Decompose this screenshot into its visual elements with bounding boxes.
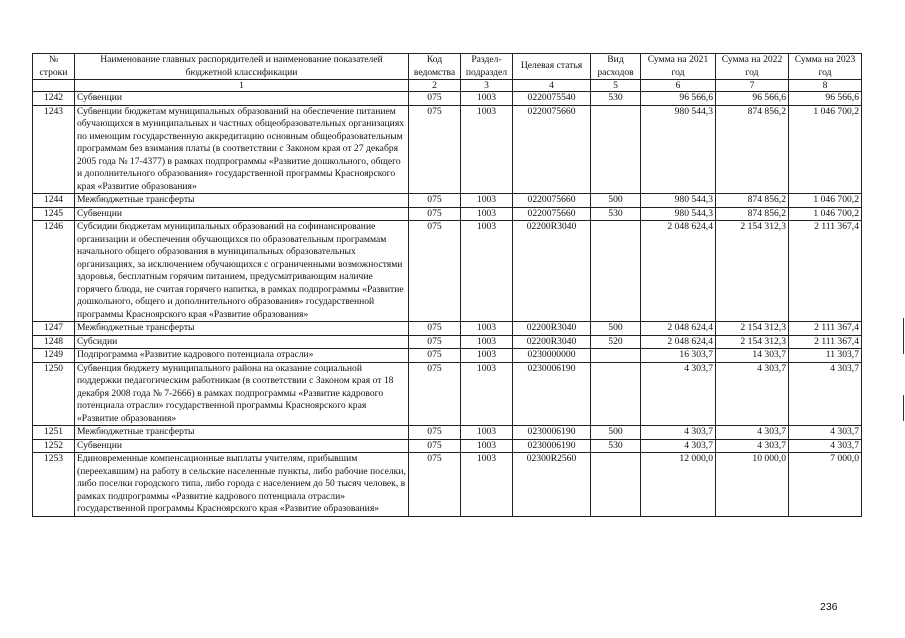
row-department-code: 075 (409, 349, 461, 363)
row-expense-type (591, 349, 641, 363)
row-section: 1003 (461, 453, 513, 517)
row-department-code: 075 (409, 426, 461, 440)
row-target-article: 02200R3040 (513, 221, 591, 322)
column-number: 2 (409, 80, 461, 92)
row-target-article: 0230006190 (513, 439, 591, 453)
row-section: 1003 (461, 207, 513, 221)
column-number: 4 (513, 80, 591, 92)
row-sum-2021: 980 544,3 (641, 207, 716, 221)
row-number: 1253 (33, 453, 75, 517)
row-sum-2023: 2 111 367,4 (789, 322, 862, 336)
row-expense-type (591, 362, 641, 426)
header-row-number: № строки (33, 54, 75, 80)
row-target-article: 0230006190 (513, 362, 591, 426)
margin-mark (903, 395, 904, 421)
row-sum-2022: 2 154 312,3 (716, 221, 789, 322)
row-sum-2021: 2 048 624,4 (641, 335, 716, 349)
row-target-article: 02300R2560 (513, 453, 591, 517)
row-sum-2021: 2 048 624,4 (641, 221, 716, 322)
row-expense-type: 500 (591, 426, 641, 440)
row-number: 1247 (33, 322, 75, 336)
row-target-article: 02200R3040 (513, 322, 591, 336)
row-name: Единовременные компенсационные выплаты учителям, прибывшим (переехавшим) на работу в сельские населенные пункты, либо рабочие поселки, либо поселки городского типа, либо города с населением до 50 тысяч человек, в рамках подпрограммы «Развитие кадрового потенциала отрасли» государственной программы Красноярского края «Развитие образования» (75, 453, 409, 517)
row-number: 1244 (33, 194, 75, 208)
row-expense-type: 500 (591, 322, 641, 336)
row-department-code: 075 (409, 439, 461, 453)
row-target-article: 0230006190 (513, 426, 591, 440)
row-department-code: 075 (409, 335, 461, 349)
row-sum-2023: 2 111 367,4 (789, 335, 862, 349)
row-number: 1250 (33, 362, 75, 426)
row-name: Межбюджетные трансферты (75, 322, 409, 336)
column-number-row (33, 80, 862, 92)
row-sum-2023: 1 046 700,2 (789, 207, 862, 221)
column-number: 6 (641, 80, 716, 92)
row-sum-2023: 4 303,7 (789, 362, 862, 426)
row-target-article: 0220075660 (513, 207, 591, 221)
row-department-code: 075 (409, 322, 461, 336)
header-department-code: Код ведомства (409, 54, 461, 80)
table-row (33, 426, 862, 440)
row-expense-type: 520 (591, 335, 641, 349)
row-expense-type: 530 (591, 439, 641, 453)
row-sum-2022: 2 154 312,3 (716, 322, 789, 336)
row-sum-2021: 980 544,3 (641, 194, 716, 208)
row-section: 1003 (461, 362, 513, 426)
row-section: 1003 (461, 322, 513, 336)
column-number (33, 80, 75, 92)
row-sum-2021: 4 303,7 (641, 426, 716, 440)
row-name: Субвенции (75, 207, 409, 221)
row-department-code: 075 (409, 362, 461, 426)
row-number: 1246 (33, 221, 75, 322)
table-row (33, 322, 862, 336)
table-row (33, 221, 862, 322)
row-expense-type: 530 (591, 207, 641, 221)
row-expense-type (591, 453, 641, 517)
header-section: Раздел-подраздел (461, 54, 513, 80)
row-number: 1252 (33, 439, 75, 453)
row-name: Межбюджетные трансферты (75, 194, 409, 208)
row-target-article: 0220075540 (513, 92, 591, 106)
row-department-code: 075 (409, 221, 461, 322)
header-sum-2023: Сумма на 2023 год (789, 54, 862, 80)
budget-table (32, 53, 862, 517)
row-expense-type (591, 221, 641, 322)
row-section: 1003 (461, 92, 513, 106)
row-section: 1003 (461, 194, 513, 208)
row-sum-2022: 4 303,7 (716, 426, 789, 440)
table-row (33, 349, 862, 363)
row-target-article: 0230000000 (513, 349, 591, 363)
row-department-code: 075 (409, 105, 461, 194)
row-name: Субвенция бюджету муниципального района на оказание социальной поддержки педагогическим работникам (в соответствии с Законом края от 18 декабря 2008 года № 7-2666) в рамках подпрограммы «Развитие кадрового потенциала отрасли» государственной программы Красноярского края «Развитие образования» (75, 362, 409, 426)
row-sum-2022: 2 154 312,3 (716, 335, 789, 349)
column-number: 5 (591, 80, 641, 92)
row-name: Межбюджетные трансферты (75, 426, 409, 440)
row-sum-2022: 874 856,2 (716, 194, 789, 208)
page-number: 236 (820, 601, 838, 613)
row-sum-2022: 96 566,6 (716, 92, 789, 106)
row-sum-2023: 1 046 700,2 (789, 105, 862, 194)
row-sum-2021: 4 303,7 (641, 439, 716, 453)
row-sum-2022: 4 303,7 (716, 439, 789, 453)
header-row (33, 54, 862, 80)
column-number: 8 (789, 80, 862, 92)
table-body (33, 92, 862, 517)
row-sum-2022: 10 000,0 (716, 453, 789, 517)
table-row (33, 194, 862, 208)
row-sum-2021: 16 303,7 (641, 349, 716, 363)
row-sum-2021: 980 544,3 (641, 105, 716, 194)
row-number: 1242 (33, 92, 75, 106)
row-name: Подпрограмма «Развитие кадрового потенциала отрасли» (75, 349, 409, 363)
table-row (33, 439, 862, 453)
row-target-article: 0220075660 (513, 194, 591, 208)
row-number: 1249 (33, 349, 75, 363)
row-department-code: 075 (409, 453, 461, 517)
row-section: 1003 (461, 105, 513, 194)
row-target-article: 0220075660 (513, 105, 591, 194)
row-sum-2021: 96 566,6 (641, 92, 716, 106)
row-number: 1245 (33, 207, 75, 221)
column-number: 7 (716, 80, 789, 92)
row-expense-type (591, 105, 641, 194)
row-number: 1248 (33, 335, 75, 349)
row-section: 1003 (461, 426, 513, 440)
header-sum-2022: Сумма на 2022 год (716, 54, 789, 80)
row-expense-type: 500 (591, 194, 641, 208)
column-number: 1 (75, 80, 409, 92)
header-sum-2021: Сумма на 2021 год (641, 54, 716, 80)
row-name: Субсидии бюджетам муниципальных образований на софинансирование организации и обеспечения обучающихся по образовательным программам начального общего образования в муниципальных образовательных организациях, за исключением обучающихся с ограниченными возможностями здоровья, бесплатным горячим питанием, предусматривающим наличие горячего блюда, не считая горячего напитка, в рамках подпрограммы «Развитие дошкольного, общего и дополнительного образования» государственной программы Красноярского края «Развитие образования» (75, 221, 409, 322)
row-sum-2023: 2 111 367,4 (789, 221, 862, 322)
row-target-article: 02200R3040 (513, 335, 591, 349)
header-target-article: Целевая статья (513, 54, 591, 80)
table-row (33, 207, 862, 221)
row-section: 1003 (461, 221, 513, 322)
header-name: Наименование главных распорядителей и наименование показателей бюджетной классификации (75, 54, 409, 80)
row-sum-2023: 4 303,7 (789, 439, 862, 453)
row-expense-type: 530 (591, 92, 641, 106)
row-sum-2023: 4 303,7 (789, 426, 862, 440)
row-sum-2023: 1 046 700,2 (789, 194, 862, 208)
row-section: 1003 (461, 439, 513, 453)
row-department-code: 075 (409, 207, 461, 221)
row-section: 1003 (461, 335, 513, 349)
row-name: Субсидии (75, 335, 409, 349)
row-name: Субвенции (75, 92, 409, 106)
row-sum-2022: 14 303,7 (716, 349, 789, 363)
row-sum-2023: 11 303,7 (789, 349, 862, 363)
row-sum-2021: 2 048 624,4 (641, 322, 716, 336)
row-sum-2021: 12 000,0 (641, 453, 716, 517)
table-row (33, 453, 862, 517)
row-section: 1003 (461, 349, 513, 363)
row-sum-2021: 4 303,7 (641, 362, 716, 426)
table-row (33, 105, 862, 194)
table-row (33, 335, 862, 349)
header-expense-type: Вид расходов (591, 54, 641, 80)
row-number: 1251 (33, 426, 75, 440)
row-number: 1243 (33, 105, 75, 194)
row-department-code: 075 (409, 194, 461, 208)
row-name: Субвенции (75, 439, 409, 453)
row-sum-2022: 4 303,7 (716, 362, 789, 426)
table-row (33, 92, 862, 106)
row-department-code: 075 (409, 92, 461, 106)
row-sum-2022: 874 856,2 (716, 105, 789, 194)
column-number: 3 (461, 80, 513, 92)
row-sum-2023: 96 566,6 (789, 92, 862, 106)
table-row (33, 362, 862, 426)
row-sum-2023: 7 000,0 (789, 453, 862, 517)
row-name: Субвенции бюджетам муниципальных образований на обеспечение питанием обучающихся в муниципальных и частных общеобразовательных организациях по имеющим государственную аккредитацию основным общеобразовательным программам без взимания платы (в соответствии с Законом края от 27 декабря 2005 года № 17-4377) в рамках подпрограммы «Развитие дошкольного, общего и дополнительного образования» государственной программы Красноярского края «Развитие образования» (75, 105, 409, 194)
row-sum-2022: 874 856,2 (716, 207, 789, 221)
margin-mark (903, 318, 904, 354)
